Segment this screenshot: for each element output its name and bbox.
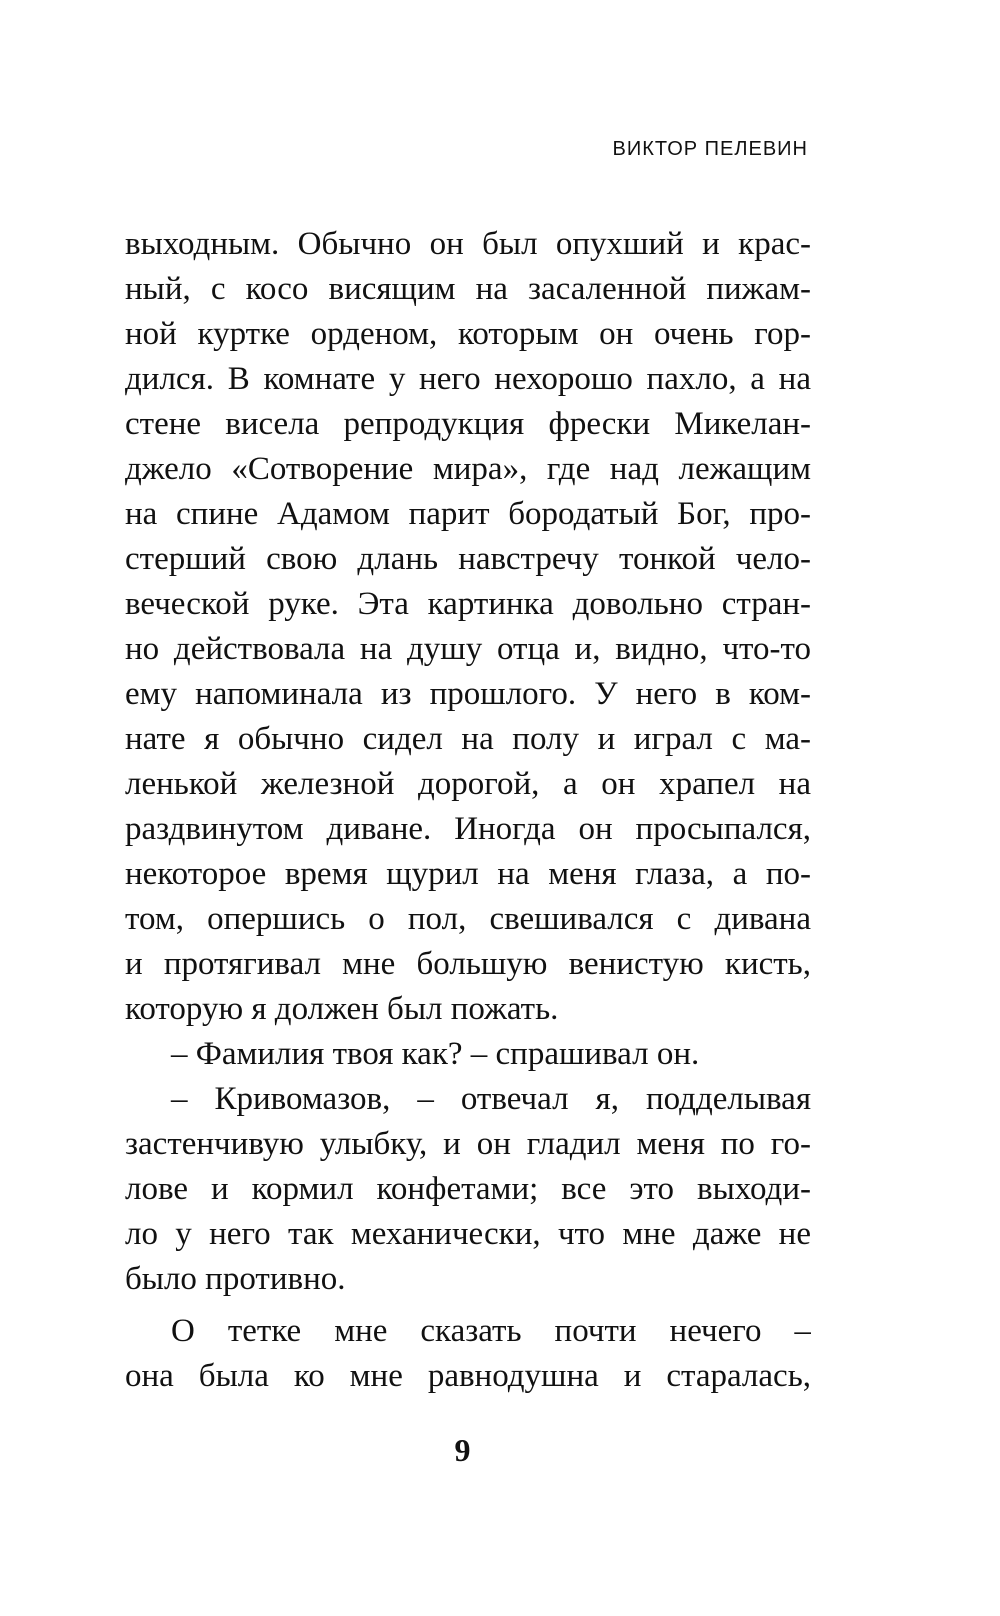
running-header: ВИКТОР ПЕЛЕВИН	[612, 138, 808, 160]
text-line: она была ко мне равнодушна и старалась,	[125, 1358, 811, 1394]
text-line: ной куртке орденом, которым он очень гор-	[125, 316, 811, 352]
text-line: стене висела репродукция фрески Микелан-	[125, 406, 811, 442]
text-line: и протягивал мне большую венистую кисть,	[125, 946, 811, 982]
text-line: ный, с косо висящим на засаленной пижам-	[125, 271, 811, 307]
text-line: выходным. Обычно он был опухший и крас-	[125, 226, 811, 262]
text-line: на спине Адамом парит бородатый Бог, про-	[125, 496, 811, 532]
text-line: было противно.	[125, 1261, 346, 1297]
text-line: ло у него так механически, что мне даже не	[125, 1216, 811, 1252]
text-line: дился. В комнате у него нехорошо пахло, а на	[125, 361, 811, 397]
text-line: лове и кормил конфетами; все это выходи-	[125, 1171, 811, 1207]
text-line: некоторое время щурил на меня глаза, а по-	[125, 856, 811, 892]
text-line: но действовала на душу отца и, видно, что-то	[125, 631, 811, 667]
text-line: ему напоминала из прошлого. У него в ком-	[125, 676, 811, 712]
text-line: нате я обычно сидел на полу и играл с ма-	[125, 721, 811, 757]
dialogue-line: – Фамилия твоя как? – спрашивал он.	[171, 1036, 700, 1072]
text-line: том, опершись о пол, свешивался с дивана	[125, 901, 811, 937]
text-line: ленькой железной дорогой, а он храпел на	[125, 766, 811, 802]
page-number: 9	[454, 1432, 471, 1468]
text-line: веческой руке. Эта картинка довольно стран-	[125, 586, 811, 622]
dialogue-line: – Кривомазов, – отвечал я, подделывая	[171, 1081, 811, 1117]
text-line: застенчивую улыбку, и он гладил меня по го-	[125, 1126, 811, 1162]
text-line: которую я должен был пожать.	[125, 991, 559, 1027]
paragraph-start-line: О тетке мне сказать почти нечего –	[171, 1313, 811, 1349]
body-text	[125, 222, 811, 1399]
text-line: раздвинутом диване. Иногда он просыпался,	[125, 811, 811, 847]
text-line: стерший свою длань навстречу тонкой чело-	[125, 541, 811, 577]
text-line: джело «Сотворение мира», где над лежащим	[125, 451, 811, 487]
